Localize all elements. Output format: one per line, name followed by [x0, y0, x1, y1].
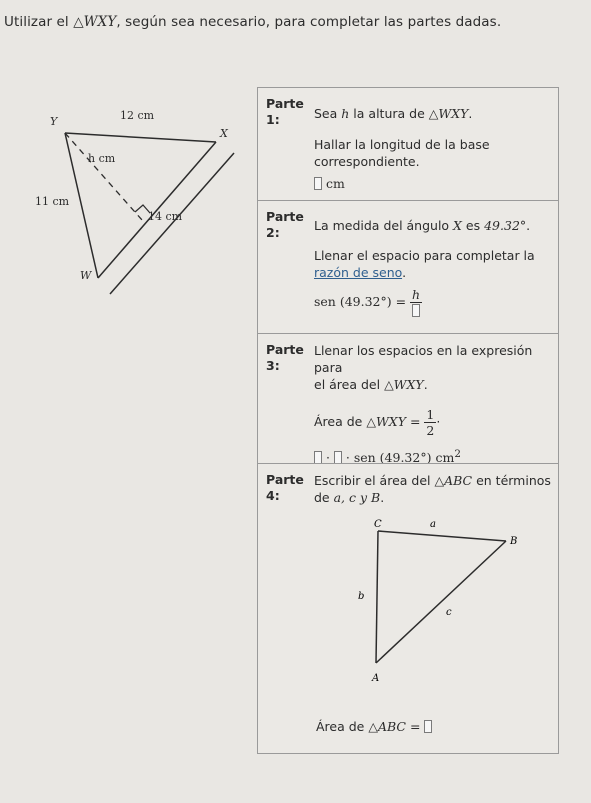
triangle-wxy-figure	[0, 95, 250, 295]
part-1-answer: cm	[314, 175, 554, 192]
part-1-statement: Sea h la altura de △WXY.	[314, 106, 473, 121]
vertex-w-label: W	[80, 269, 92, 282]
height-label: h cm	[88, 152, 116, 165]
part-3-area-formula: Área de △WXY = $\frac{1}{2}$ ·	[314, 407, 441, 438]
part-2-link-line: razón de seno.	[314, 265, 407, 280]
part-1-label: Parte 1:	[266, 96, 304, 127]
part-2-content	[314, 217, 554, 318]
side-wx-label: 14 cm	[148, 210, 183, 223]
part-4-row	[258, 463, 558, 753]
part-1-question: Hallar la longitud de la base correspondiente.	[314, 137, 490, 169]
part-2-row	[258, 200, 558, 333]
part-3-instruction-2: el área del △WXY.	[314, 377, 428, 392]
side-yx-label: 12 cm	[120, 109, 155, 122]
part-3-expression: · · sen (49.32°) $cm^2$	[314, 446, 554, 466]
sine-ratio-link[interactable]: razón de seno	[314, 265, 403, 280]
part-2-label: Parte 2:	[266, 209, 304, 240]
vertex-x-label: X	[220, 127, 228, 140]
part-2-statement: La medida del ángulo X es 49.32°.	[314, 218, 531, 233]
side-b-label: b	[358, 591, 365, 602]
side-yw-label: 11 cm	[35, 195, 70, 208]
part-3-content	[314, 342, 554, 466]
vertex-b-label: B	[510, 536, 518, 547]
part-1-base-input[interactable]	[314, 177, 322, 190]
part-1-content	[314, 105, 554, 192]
side-c-label: c	[446, 607, 452, 618]
triangle-abc-figure	[358, 519, 528, 689]
part-3-label: Parte 3:	[266, 342, 304, 373]
instruction-text: Utilizar el △WXY, según sea necesario, para completar las partes dadas.	[4, 14, 502, 30]
part-3-row	[258, 333, 558, 466]
vertex-y-label: Y	[50, 115, 58, 128]
parts-table	[257, 87, 559, 754]
part-1-row	[258, 88, 558, 200]
vertex-c-label: C	[374, 519, 382, 530]
part-3-instruction: Llenar los espacios en la expresión para	[314, 343, 533, 375]
part-4-area-input[interactable]	[424, 720, 432, 733]
part-2-denominator-input[interactable]	[412, 304, 420, 317]
part-4-label: Parte 4:	[266, 472, 304, 503]
part-4-answer: Área de △ABC =	[316, 719, 432, 734]
part-2-equation: sen (49.32°) = h	[314, 287, 554, 318]
part-2-instruction: Llenar el espacio para completar la	[314, 248, 535, 263]
part-4-content	[314, 472, 554, 506]
vertex-a-label: A	[372, 673, 380, 684]
part-4-instruction-2: de a, c y B.	[314, 490, 385, 505]
part-4-instruction: Escribir el área del △ABC en términos	[314, 473, 551, 488]
side-a-label: a	[430, 519, 436, 530]
